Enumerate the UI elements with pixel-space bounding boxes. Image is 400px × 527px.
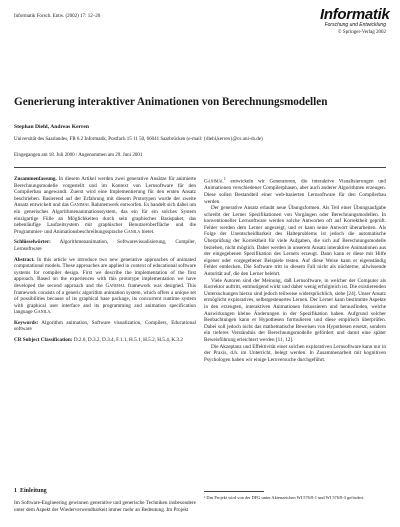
- body-paragraph-3: Viele Autoren sind der Meinung, daß Lernsoftware, in welcher der Computer als Korrektor auftritt, entmutigend wirkt und daher wenig erfolgreich ist. Die existierenden Untersuchungen hierzu sind jedoch teilweise widersprüchlich, siehe [24]. Unser Ansatz ermöglicht exploratives, selbstgesteuertes Lernen. Der Lerner kann bestimmte Aspekte in den erzeugten, interaktiven Animationen fokussieren und herausfinden, welche Auswirkungen kleine Änderungen in der Spezifikation haben. Aufgrund solcher Beobachtungen kann er Hypothesen formulieren und diese empirisch überprüfen. Dabei soll jedoch nicht das mathematische Beweisen von Hypothesen ersetzt, sondern ein tieferes Verständnis der Berechnungsmodelle gefördert und damit eine später Beweisführung erleichtert werden [11, 12].: [204, 277, 386, 343]
- keywords-english: [14, 320, 196, 333]
- keywords-english-heading: Keywords:: [14, 319, 39, 326]
- left-column: [14, 176, 196, 348]
- footnote: ¹ Das Projekt wird von der DFG unter Aktenzeichen WI 576/8-1 und WI 576/8-3 gefördert.: [204, 495, 365, 500]
- abstract-english-text-a: In this article we introduce two new generative approaches of animated computational models. These approaches are applied in context of educational software systems for compiler design. First we describe the implementation of the first approach. Based on the experiences with this prototype implementation we have developed the second approach and the: [14, 256, 196, 289]
- ganila-term: Ganila: [124, 228, 141, 235]
- ganimal-term: Ganimal: [204, 178, 224, 185]
- cr-classification-heading: CR Subject Classification:: [14, 337, 73, 344]
- ganimal-term: Ganimal: [70, 202, 90, 209]
- keywords-german: [14, 239, 196, 252]
- abstract-german-text-b: Rahmenwerk entworfen. Es handelt sich dabei um ein generisches Algorithmenanimationssystem, das ein für ein solches System einzigartige Fülle an Möglichkeiten durch sein graphisches Basispaket, das nebenläufige Laufzeitsystem mit graphischer Benutzeroberfläche und die Programmier- und Animationsbeschreibungssprache: [14, 202, 196, 235]
- body-paragraph-2: Der generative Ansatz erlaubt neue Übungsformen. Als Teil einer Übungsaufgabe schreibt der Lerner Spezifikationen von Vorgängen oder Berechnungsmodellen. In konventioneller Lernsoftware werden solche Antworten oft auf Korrektheit geprüft. Fehler werden dem Lerner angezeigt, und er kann seine Antwort überarbeiten. Als Folge der Unentscheidbarkeit des Halteproblems ist jedoch die automatische Überprüfung der Korrektheit für viele Aufgaben, die sich auf Berechnungsmodelle beziehen, nicht möglich. Daher werden in unserem Ansatz interaktive Animationen aus der eingegebenen Spezifikation des Lerners erzeugt. Dann kann er diese mit Hilfe eigener oder vorgegebener Beispiele testen. Auf diese Weise kann er eigenständig Fehler entdecken. Die Software tritt in diesem Fall nicht als nüchterne, allwissende Autorität auf, die den Lerner belehrt.: [204, 205, 386, 278]
- footnote-marker: 1: [223, 176, 226, 181]
- section-heading: [14, 488, 47, 494]
- abstract-english: [14, 257, 196, 316]
- affiliation: Universität des Saarlandes, FR 6.2 Informatik, Postfach 15 11 50, 66041 Saarbrücken (e-mail: {diehl,kerren}@cs.uni-sb.de): [14, 137, 263, 142]
- right-column: [204, 176, 386, 363]
- body-paragraph-1-text: entwickeln wir Generatoren, die interaktive Visualisierungen und Animationen verschiedener Compilerphasen, aber auch anderer Algorithmen erzeugen. Diese sollen Bestandteil einer web-basierten Lernsoftware für den Compilerbau werden.: [204, 178, 386, 205]
- logo-wordmark: Informatik: [320, 6, 390, 23]
- body-paragraph-1: [204, 176, 386, 205]
- ganila-term: Ganila: [34, 309, 51, 316]
- journal-logo: [320, 6, 390, 36]
- abstract-english-heading: Abstract.: [14, 256, 35, 263]
- paper-title: Generierung interaktiver Animationen von Berechnungsmodellen: [14, 96, 328, 108]
- abstract-english-text-c: .: [50, 309, 52, 316]
- introduction-text: Im Software-Engineering gewinnen generative und generische Techniken insbesondere unter dem Aspekt der Wiederverwendbarkeit immer mehr an Bedeutung. Im Projekt: [14, 500, 196, 513]
- abstract-german-text-a: In diesem Artikel werden zwei generative Ansätze für animierte Berechnungsmodelle vorgestellt und im Kontext von Lernsoftware für den Compilerbau angewandt. Zuerst wird eine Implementierung für den ersten Ansatz beschrieben. Basierend auf der Erfahrung mit diesem Prototypen wurde der zweite Ansatz entwickelt und das: [14, 176, 196, 209]
- footnote-divider: [204, 491, 264, 492]
- abstract-german: [14, 176, 196, 235]
- header-divider: [14, 167, 386, 168]
- cr-classification: [14, 337, 196, 344]
- keywords-german-text: Algorithmenanimation, Softwarevisualisierung, Compiler, Lernsoftware: [14, 239, 196, 252]
- ganimal-term: Ganimal: [105, 282, 126, 289]
- keywords-english-text: Algorithm animation, Software visualization, Compilers, Educational software: [14, 319, 196, 333]
- copyright-notice: © Springer-Verlag 2002: [337, 30, 386, 35]
- abstract-german-text-c: bietet.: [140, 228, 155, 235]
- received-dates: Eingegangen am 18. Juli 2000 / Angenommen am 29. Juni 2001: [14, 153, 143, 158]
- cr-classification-text: D.2.6, D.3.2, D.3.4, F.1.1, H.5.1, H.5.2, H.5.4, K.3.2: [72, 337, 183, 344]
- authors: Stephan Diehl, Andreas Kerren: [14, 124, 90, 130]
- abstract-english-text-b: framework was designed. This framework consists of a generic algorithm animation system, which offers a unique set of possibilities because of its graphical base package, its concurrent runtime system with graphical user interface and its programming and animation specification language: [14, 282, 196, 316]
- body-paragraph-4: Die Akzeptanz und Effektivität einer solchen explorativen Lernsoftware kann nur in der Praxis, d.h. im Unterricht, belegt werden. In Zusammenarbeit mit kognitiven Psychologen haben wir einige Lernversuche durchgeführt.: [204, 343, 386, 363]
- abstract-german-heading: Zusammenfassung.: [14, 176, 57, 182]
- running-head: Informatik Forsch. Entw. (2002) 17: 12–20: [14, 14, 101, 19]
- logo-subtitle: Forschung und Entwicklung: [324, 22, 386, 28]
- section-title: Einleitung: [20, 488, 47, 494]
- section-number: 1: [14, 488, 17, 494]
- keywords-german-heading: Schlüsselwörter:: [14, 239, 51, 246]
